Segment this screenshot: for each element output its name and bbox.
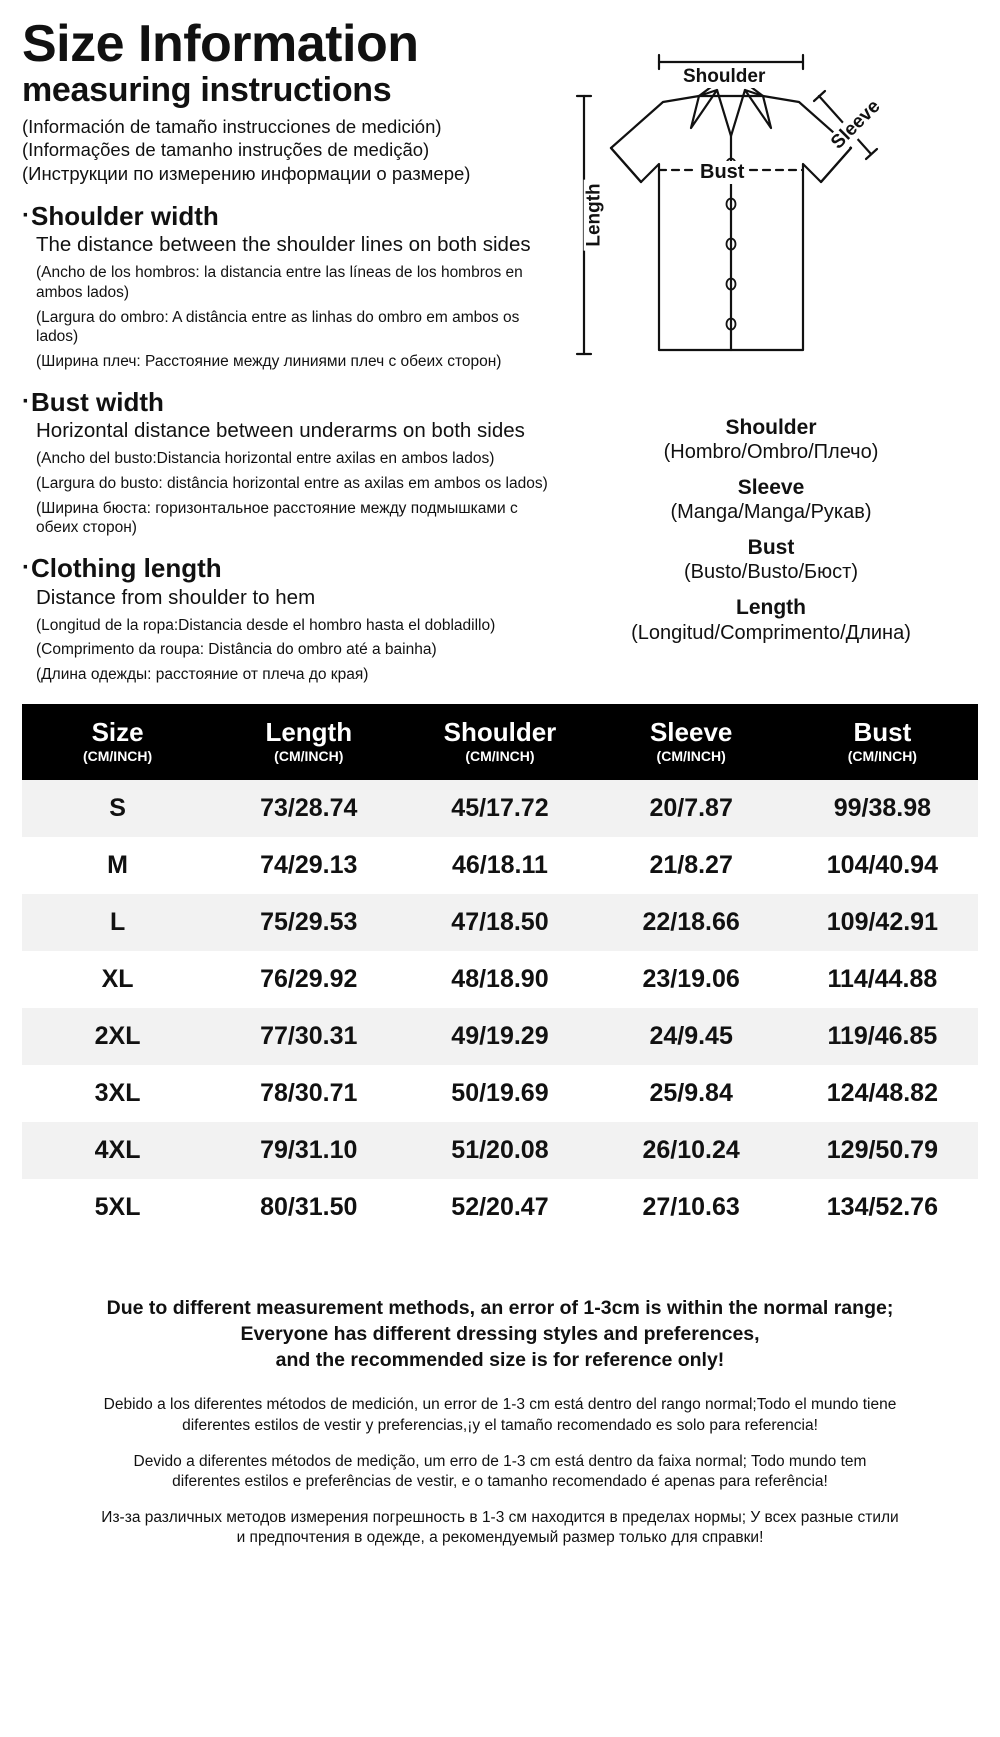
section-bust-width — [22, 388, 562, 538]
column-header-unit: (CM/INCH) — [656, 748, 726, 765]
footer-pt-line-2: diferentes estilos e preferências de vestir, e o tamanho recomendado é apenas para referência! — [172, 1472, 828, 1490]
bullet-icon: · — [22, 201, 30, 229]
top-area — [0, 0, 1000, 690]
legend-item-shoulder — [562, 416, 980, 464]
cell-size: S — [109, 794, 126, 823]
cell-shoulder: 45/17.72 — [451, 794, 549, 823]
section-heading — [22, 388, 562, 417]
legend-label-translations: (Manga/Manga/Рукав) — [670, 501, 872, 524]
legend-item-bust — [562, 536, 980, 584]
table-row — [22, 951, 978, 1008]
cell-shoulder: 52/20.47 — [451, 1193, 549, 1222]
table-row — [22, 1008, 978, 1065]
column-header-size — [22, 704, 213, 781]
callout-sleeve-label: Sleeve — [825, 94, 887, 156]
cell-shoulder: 47/18.50 — [451, 908, 549, 937]
table-row — [22, 837, 978, 894]
cell-shoulder: 50/19.69 — [451, 1079, 549, 1108]
legend-label-en: Bust — [747, 536, 795, 560]
legend-label-translations: (Busto/Busto/Бюст) — [683, 561, 858, 584]
section-note-es: (Longitud de la ropa:Distancia desde el hombro hasta el dobladillo) — [36, 616, 496, 634]
section-heading-text: Bust width — [31, 386, 164, 417]
cell-bust: 104/40.94 — [826, 851, 938, 880]
footer-ru-line-1: Из-за различных методов измерения погрешность в 1-3 см находится в пределах нормы; У всех разные стили — [101, 1508, 899, 1526]
cell-length: 79/31.10 — [260, 1136, 358, 1165]
cell-size: 2XL — [94, 1022, 141, 1051]
footer-english — [40, 1296, 960, 1373]
column-header-name: Shoulder — [443, 716, 557, 747]
section-heading — [22, 554, 562, 583]
size-table-body — [22, 780, 978, 1236]
cell-length: 74/29.13 — [260, 851, 358, 880]
footer-es-line-2: diferentes estilos de vestir y preferencias,¡y el tamaño recomendado es solo para referencia! — [182, 1416, 818, 1434]
footer-pt-line-1: Devido a diferentes métodos de medição, um erro de 1-3 cm está dentro da faixa normal; Todo mundo tem — [133, 1452, 867, 1470]
footer-en-line-1: Due to different measurement methods, an error of 1-3cm is within the normal range; — [106, 1297, 894, 1320]
page-title: Size Information — [22, 15, 419, 73]
legend-item-length — [562, 596, 980, 644]
shirt-illustration-svg — [571, 44, 971, 404]
section-note-es: (Ancho del busto:Distancia horizontal entre axilas en ambos lados) — [36, 450, 495, 468]
footer-en-line-3: and the recommended size is for reference only! — [275, 1348, 725, 1371]
callout-bust-label: Bust — [695, 161, 749, 184]
table-row — [22, 1065, 978, 1122]
section-note-ru: (Ширина бюста: горизонтальное расстояние между подмышками с обеих сторон) — [36, 499, 518, 537]
table-row — [22, 894, 978, 951]
section-description: The distance between the shoulder lines on both sides — [36, 233, 531, 257]
cell-sleeve: 20/7.87 — [649, 794, 733, 823]
cell-length: 73/28.74 — [260, 794, 358, 823]
cell-length: 78/30.71 — [260, 1079, 358, 1108]
cell-size: XL — [101, 965, 134, 994]
section-shoulder-width — [22, 202, 562, 372]
section-heading — [22, 202, 562, 231]
section-note-es: (Ancho de los hombros: la distancia entre las líneas de los hombros en ambos lados) — [36, 264, 523, 301]
cell-shoulder: 51/20.08 — [451, 1136, 549, 1165]
cell-sleeve: 25/9.84 — [649, 1079, 733, 1108]
cell-bust: 109/42.91 — [826, 908, 938, 937]
legend-label-en: Length — [736, 596, 806, 620]
callout-length-label: Length — [584, 179, 606, 250]
legend-label-translations: (Longitud/Comprimento/Длина) — [631, 621, 911, 644]
header-translation-es: (Información de tamaño instrucciones de medición) — [22, 115, 442, 137]
shirt-diagram — [571, 44, 971, 404]
cell-shoulder: 46/18.11 — [452, 851, 548, 880]
callout-shoulder-label: Shoulder — [679, 66, 769, 88]
instructions-column — [22, 15, 562, 690]
footer-es-line-1: Debido a los diferentes métodos de medición, un error de 1-3 cm está dentro del rango normal;Todo el mundo tiene — [103, 1396, 897, 1414]
cell-shoulder: 48/18.90 — [451, 965, 549, 994]
footer-spanish — [40, 1395, 960, 1435]
legend-item-sleeve — [562, 476, 980, 524]
legend-label-translations: (Hombro/Ombro/Плечо) — [663, 441, 879, 464]
legend-label-en: Shoulder — [725, 416, 817, 439]
table-row — [22, 780, 978, 837]
section-description: Horizontal distance between underarms on both sides — [36, 419, 525, 443]
cell-sleeve: 27/10.63 — [642, 1193, 740, 1222]
cell-sleeve: 24/9.45 — [649, 1022, 733, 1051]
section-heading-text: Clothing length — [31, 552, 222, 583]
section-heading-text: Shoulder width — [31, 200, 219, 231]
bullet-icon: · — [22, 553, 30, 581]
size-table-head — [22, 704, 978, 781]
column-header-shoulder — [404, 704, 595, 781]
footer-russian — [40, 1508, 960, 1548]
cell-bust: 114/44.88 — [827, 965, 938, 994]
column-header-sleeve — [596, 704, 787, 781]
column-header-length — [213, 704, 404, 781]
cell-size: 5XL — [94, 1193, 141, 1222]
cell-sleeve: 23/19.06 — [642, 965, 740, 994]
cell-bust: 119/46.85 — [827, 1022, 938, 1051]
column-header-name: Size — [91, 716, 144, 747]
column-header-name: Sleeve — [649, 716, 733, 747]
section-note-ru: (Ширина плеч: Расстояние между линиями плеч с обеих сторон) — [36, 353, 502, 371]
diagram-column — [562, 18, 980, 657]
cell-size: 3XL — [94, 1079, 141, 1108]
column-header-unit: (CM/INCH) — [274, 748, 344, 765]
cell-size: 4XL — [94, 1136, 141, 1165]
section-description: Distance from shoulder to hem — [36, 585, 316, 609]
cell-bust: 124/48.82 — [826, 1079, 938, 1108]
column-header-unit: (CM/INCH) — [82, 748, 153, 765]
column-header-unit: (CM/INCH) — [465, 748, 535, 765]
cell-size: L — [109, 908, 126, 937]
header-translation-ru: (Инструкции по измерению информации о размере) — [22, 163, 471, 185]
cell-bust: 99/38.98 — [833, 794, 932, 823]
footer-en-line-2: Everyone has different dressing styles and preferences, — [240, 1322, 760, 1345]
section-clothing-length — [22, 554, 562, 685]
bullet-icon: · — [22, 387, 30, 415]
cell-sleeve: 26/10.24 — [642, 1136, 740, 1165]
footer-portuguese — [40, 1452, 960, 1492]
cell-sleeve: 21/8.27 — [649, 851, 733, 880]
section-note-pt: (Comprimento da roupa: Distância do ombro até a bainha) — [36, 641, 437, 659]
size-table — [22, 704, 978, 1237]
header-translation-pt: (Informações de tamanho instruções de medição) — [22, 139, 430, 161]
cell-length: 80/31.50 — [260, 1193, 358, 1222]
cell-length: 77/30.31 — [260, 1022, 358, 1051]
section-note-ru: (Длина одежды: расстояние от плеча до края) — [36, 665, 369, 683]
footer-notes — [40, 1296, 960, 1548]
cell-bust: 134/52.76 — [826, 1193, 938, 1222]
table-row — [22, 1122, 978, 1179]
diagram-legend — [562, 416, 980, 645]
footer-ru-line-2: и предпочтения в одежде, а рекомендуемый размер только для справки! — [236, 1529, 764, 1547]
legend-label-en: Sleeve — [737, 476, 805, 500]
section-note-pt: (Largura do busto: distância horizontal entre as axilas em ambos os lados) — [36, 474, 548, 492]
size-table-wrap — [22, 704, 978, 1237]
column-header-bust — [787, 704, 978, 781]
cell-sleeve: 22/18.66 — [642, 908, 740, 937]
cell-bust: 129/50.79 — [826, 1136, 938, 1165]
column-header-name: Length — [265, 716, 353, 747]
section-note-pt: (Largura do ombro: A distância entre as linhas do ombro em ambos os lados) — [36, 308, 520, 346]
table-header-row — [22, 704, 978, 781]
cell-shoulder: 49/19.29 — [451, 1022, 549, 1051]
cell-length: 75/29.53 — [260, 908, 358, 937]
cell-length: 76/29.92 — [260, 965, 358, 994]
column-header-name: Bust — [853, 716, 912, 747]
column-header-unit: (CM/INCH) — [847, 748, 917, 765]
page-subtitle: measuring instructions — [22, 71, 392, 110]
table-row — [22, 1179, 978, 1236]
cell-size: M — [107, 851, 128, 880]
